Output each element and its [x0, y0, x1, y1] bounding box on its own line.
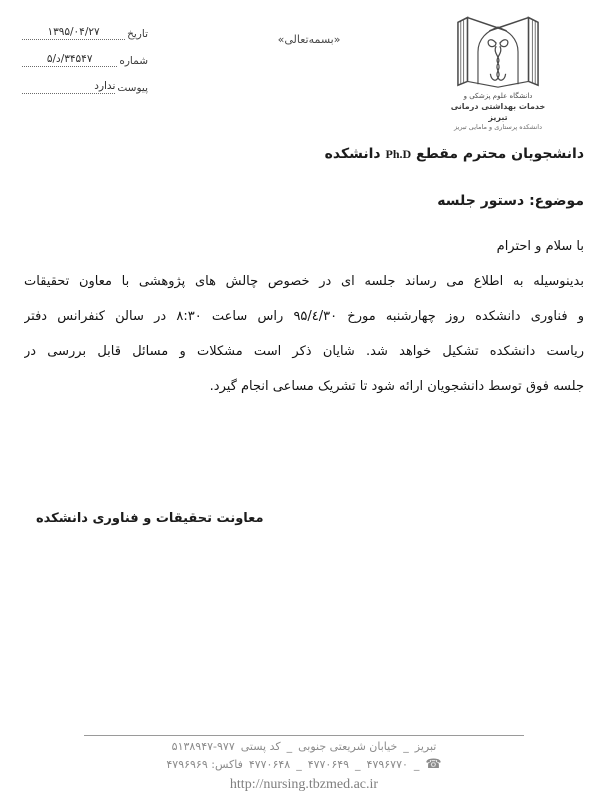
footer-divider	[84, 735, 524, 736]
phone-separator: _	[413, 758, 420, 771]
phone-separator: _	[355, 758, 361, 771]
body-line-3: ریاست دانشکده تشکیل خواهد شد. شایان ذکر است مشکلات و مسائل قابل بررسی در	[24, 344, 584, 359]
number-value: ۵/د/۳۴۵۴۷	[22, 53, 117, 67]
besmellah-text: «بسمه‌تعالی»	[277, 33, 341, 46]
address-city: تبریز	[414, 740, 437, 753]
meta-row-number	[22, 53, 148, 67]
body-line-1: بدینوسیله به اطلاع می رساند جلسه ای در خصوص چالش های پژوهشی با معاون تحقیقات	[24, 274, 584, 289]
logo-university-line1: دانشگاه علوم پزشکی و	[463, 92, 533, 100]
address-separator: _	[403, 740, 409, 753]
telephone-icon: ☎	[425, 757, 442, 772]
phone-number-3: ۴۷۷۰۶۴۸	[248, 758, 291, 771]
logo-university-line2: خدمات بهداشتی درمانی تبریز	[450, 102, 546, 122]
recipient-degree-text: Ph.D	[385, 147, 412, 161]
signature-line: معاونت تحقیقات و فناوری دانشکده	[36, 511, 264, 526]
salutation-line: با سلام و احترام	[496, 239, 584, 254]
phone-number-2: ۴۷۷۰۶۴۹	[307, 758, 350, 771]
phone-number-1: ۴۷۹۶۷۷۰	[366, 758, 408, 771]
meta-row-date	[22, 26, 148, 40]
date-value: ۱۳۹۵/۰۴/۲۷	[22, 26, 125, 40]
body-line-4: جلسه فوق توسط دانشجویان ارائه شود تا تشریک مساعی انجام گیرد.	[209, 379, 584, 394]
date-label: تاریخ	[127, 28, 148, 40]
footer-phone-line	[0, 758, 608, 771]
recipient-post-text: دانشکده	[324, 146, 381, 162]
number-label: شماره	[119, 55, 148, 67]
attachment-value: ندارد	[22, 80, 115, 94]
logo-faculty-line: دانشکده پرستاری و مامایی تبریز	[453, 123, 543, 131]
recipient-pre-text: دانشجویان محترم مقطع	[416, 146, 584, 162]
open-book-logo-icon	[452, 8, 544, 90]
address-street: خیابان شریعتی جنوبی	[298, 740, 398, 753]
letter-meta-block	[22, 26, 148, 107]
recipient-heading	[24, 146, 584, 162]
postal-code-label: کد پستی	[240, 740, 281, 753]
fax-number: فاکس: ۴۷۹۶۹۶۹	[166, 758, 243, 771]
subject-line: موضوع: دستور جلسه	[437, 193, 584, 209]
letter-body	[24, 229, 584, 404]
footer-address-line	[0, 740, 608, 753]
university-logo	[446, 8, 550, 132]
phone-separator: _	[296, 758, 302, 771]
meta-row-attachment	[22, 80, 148, 94]
body-line-2: و فناوری دانشکده روز چهارشنبه مورخ ۹۵/٤/۳۰ راس ساعت ۸:۳۰ در سالن کنفرانس دفتر	[24, 309, 584, 324]
attachment-label: پیوست	[117, 82, 148, 94]
address-separator: _	[286, 740, 293, 753]
postal-code-value: ۵۱۳۸۹۴۷-۹۷۷	[171, 740, 235, 753]
website-url: http://nursing.tbzmed.ac.ir	[229, 777, 379, 792]
